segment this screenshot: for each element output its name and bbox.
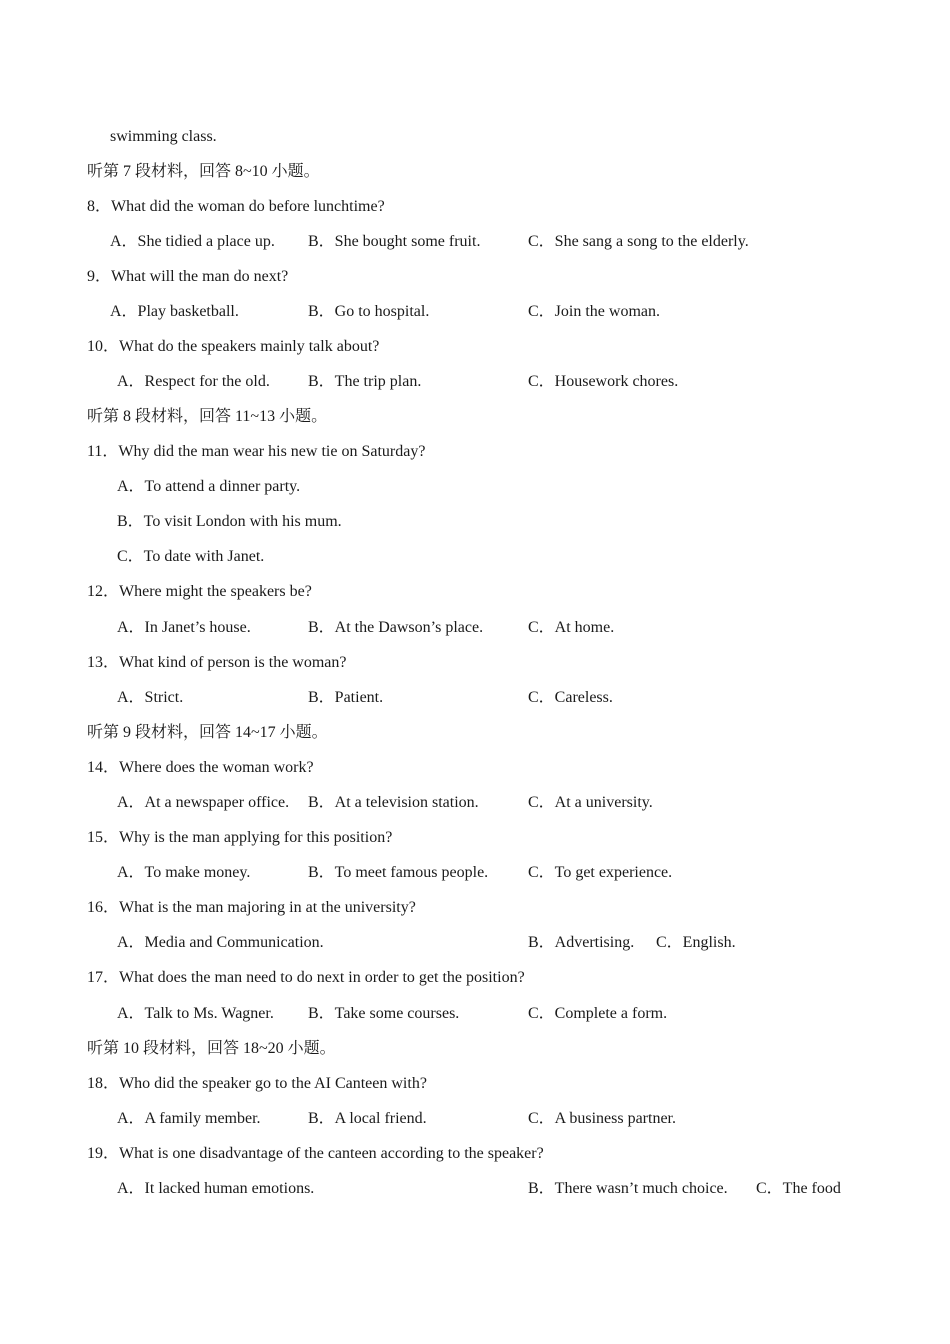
option-19a: A．It lacked human emotions. — [117, 1180, 315, 1197]
question-8: 8．What did the woman do before lunchtime? — [87, 198, 385, 215]
question-12: 12．Where might the speakers be? — [87, 583, 312, 600]
option-17b: B．Take some courses. — [308, 1005, 460, 1022]
section-heading-9: 听第 9 段材料，回答 14~17 小题。 — [87, 724, 328, 741]
question-14: 14．Where does the woman work? — [87, 759, 314, 776]
option-11b: B．To visit London with his mum. — [117, 513, 342, 530]
option-9c: C．Join the woman. — [528, 303, 660, 320]
question-13: 13．What kind of person is the woman? — [87, 654, 347, 671]
option-10a: A．Respect for the old. — [117, 373, 270, 390]
option-9a: A．Play basketball. — [110, 303, 239, 320]
option-16b: B．Advertising. — [528, 934, 635, 951]
option-18c: C．A business partner. — [528, 1110, 676, 1127]
option-9b: B．Go to hospital. — [308, 303, 430, 320]
section-heading-7: 听第 7 段材料，回答 8~10 小题。 — [87, 163, 320, 180]
option-15a: A．To make money. — [117, 864, 251, 881]
option-17a: A．Talk to Ms. Wagner. — [117, 1005, 274, 1022]
option-19c: C．The food — [756, 1180, 841, 1197]
option-14c: C．At a university. — [528, 794, 653, 811]
option-18a: A．A family member. — [117, 1110, 261, 1127]
option-15c: C．To get experience. — [528, 864, 673, 881]
option-10b: B．The trip plan. — [308, 373, 422, 390]
question-15: 15．Why is the man applying for this position? — [87, 829, 393, 846]
option-12b: B．At the Dawson’s place. — [308, 619, 484, 636]
option-8c: C．She sang a song to the elderly. — [528, 233, 749, 250]
question-18: 18．Who did the speaker go to the AI Canteen with? — [87, 1075, 427, 1092]
option-13a: A．Strict. — [117, 689, 184, 706]
option-18b: B．A local friend. — [308, 1110, 427, 1127]
option-12a: A．In Janet’s house. — [117, 619, 251, 636]
question-16: 16．What is the man majoring in at the university? — [87, 899, 416, 916]
option-15b: B．To meet famous people. — [308, 864, 489, 881]
option-8b: B．She bought some fruit. — [308, 233, 481, 250]
question-19: 19．What is one disadvantage of the canteen according to the speaker? — [87, 1145, 544, 1162]
option-13c: C．Careless. — [528, 689, 613, 706]
question-9: 9．What will the man do next? — [87, 268, 289, 285]
section-heading-10: 听第 10 段材料，回答 18~20 小题。 — [87, 1040, 336, 1057]
option-19b: B．There wasn’t much choice. — [528, 1180, 728, 1197]
option-14b: B．At a television station. — [308, 794, 479, 811]
option-11a: A．To attend a dinner party. — [117, 478, 301, 495]
continuation-text: swimming class. — [110, 128, 217, 145]
option-10c: C．Housework chores. — [528, 373, 679, 390]
option-8a: A．She tidied a place up. — [110, 233, 275, 250]
option-11c: C．To date with Janet. — [117, 548, 265, 565]
question-17: 17．What does the man need to do next in order to get the position? — [87, 969, 525, 986]
option-16a: A．Media and Communication. — [117, 934, 324, 951]
question-11: 11．Why did the man wear his new tie on Saturday? — [87, 443, 426, 460]
option-17c: C．Complete a form. — [528, 1005, 668, 1022]
option-12c: C．At home. — [528, 619, 615, 636]
option-16c: C．English. — [656, 934, 736, 951]
section-heading-8: 听第 8 段材料，回答 11~13 小题。 — [87, 408, 328, 425]
option-14a: A．At a newspaper office. — [117, 794, 290, 811]
question-10: 10．What do the speakers mainly talk about? — [87, 338, 380, 355]
option-13b: B．Patient. — [308, 689, 384, 706]
